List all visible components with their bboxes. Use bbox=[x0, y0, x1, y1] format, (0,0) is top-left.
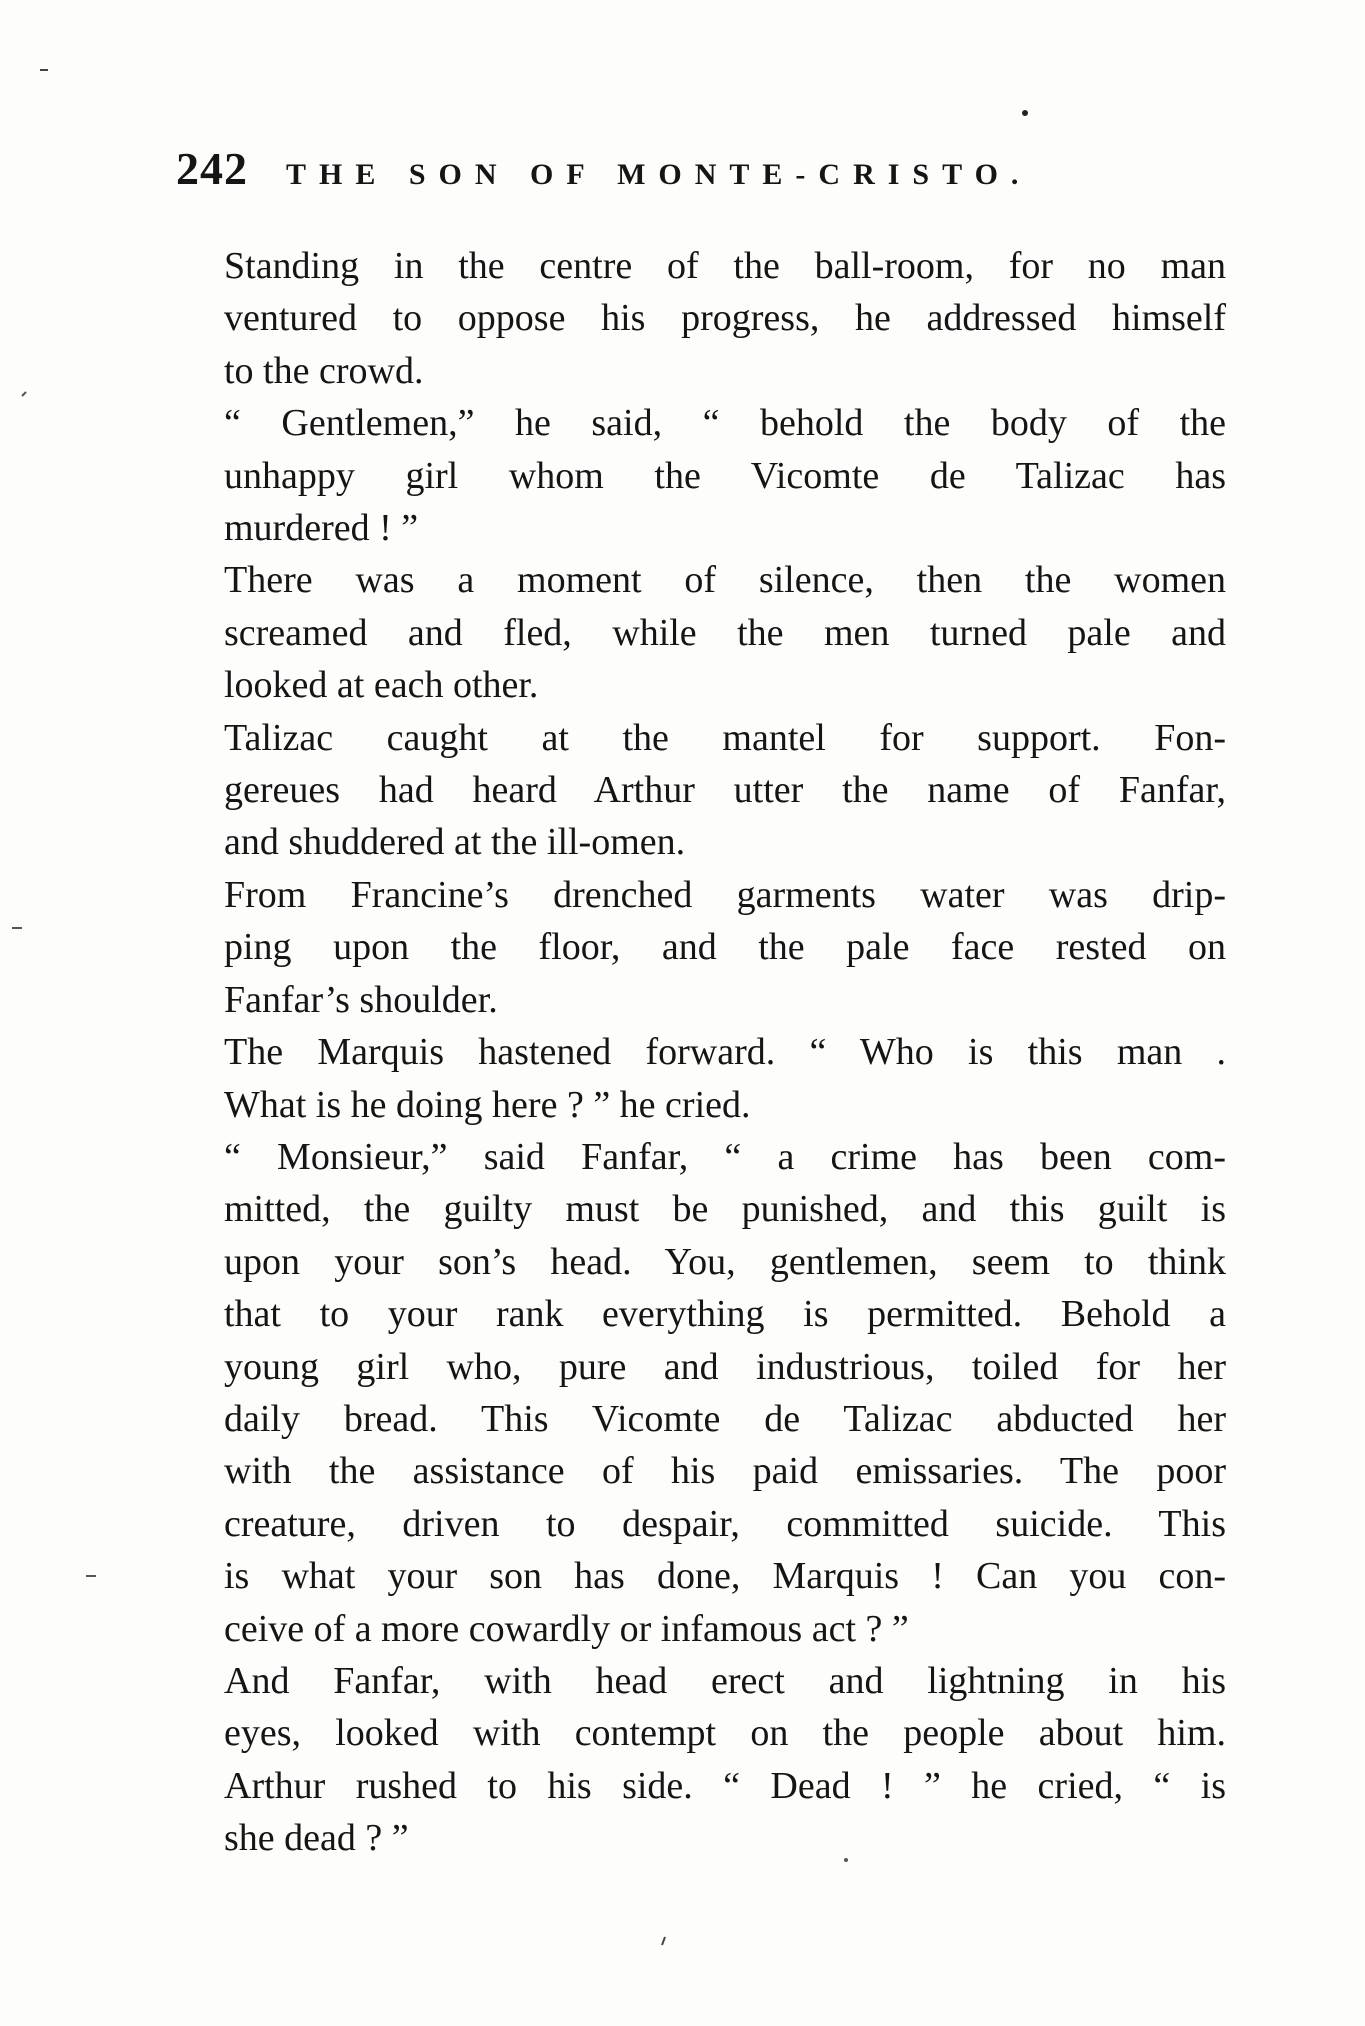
text-line: creature, driven to despair, committed suicide. This bbox=[224, 1502, 1226, 1545]
text-line: ceive of a more cowardly or infamous act ? ” bbox=[224, 1607, 909, 1650]
paragraph bbox=[176, 1655, 1226, 1760]
text-line: upon your son’s head. You, gentlemen, seem to think bbox=[224, 1240, 1226, 1283]
text-line: Standing in the centre of the ball-room, for no man bbox=[224, 245, 1226, 287]
text-line: The Marquis hastened forward. “ Who is this man . bbox=[224, 1031, 1226, 1074]
paragraph bbox=[176, 1760, 1226, 1865]
text-line: “ Monsieur,” said Fanfar, “ a crime has been com- bbox=[224, 1135, 1226, 1178]
paragraph bbox=[176, 712, 1226, 869]
text-line: unhappy girl whom the Vicomte de Talizac has bbox=[224, 454, 1226, 497]
text-line: murdered ! ” bbox=[224, 507, 419, 550]
text-line: ventured to oppose his progress, he addressed himself bbox=[224, 297, 1226, 340]
text-line: and shuddered at the ill-omen. bbox=[224, 821, 686, 864]
text-line: From Francine’s drenched garments water was drip- bbox=[224, 873, 1226, 916]
text-line: “ Gentlemen,” he said, “ behold the body of the bbox=[224, 402, 1226, 445]
text-line: eyes, looked with contempt on the people about him. bbox=[224, 1712, 1226, 1755]
text-line: gereues had heard Arthur utter the name of Fanfar, bbox=[224, 769, 1226, 812]
paragraph bbox=[176, 554, 1226, 711]
paragraph bbox=[176, 397, 1226, 554]
ink-speck bbox=[1022, 110, 1028, 116]
text-line: to the crowd. bbox=[224, 349, 424, 392]
book-title: THE SON OF MONTE-CRISTO. bbox=[286, 158, 1032, 191]
text-line: screamed and fled, while the men turned pale and bbox=[224, 611, 1226, 654]
text-line: Talizac caught at the mantel for support. Fon- bbox=[224, 716, 1226, 759]
body-text bbox=[176, 240, 1226, 1865]
text-line: looked at each other. bbox=[224, 664, 539, 707]
text-line: is what your son has done, Marquis ! Can you con- bbox=[224, 1555, 1226, 1598]
text-line: And Fanfar, with head erect and lightning in his bbox=[224, 1659, 1226, 1702]
text-line: mitted, the guilty must be punished, and this guilt is bbox=[224, 1188, 1226, 1231]
text-line: Fanfar’s shoulder. bbox=[224, 978, 498, 1021]
text-line: What is he doing here ? ” he cried. bbox=[224, 1083, 751, 1126]
ink-speck bbox=[662, 1937, 665, 1945]
paragraph bbox=[176, 1026, 1226, 1131]
paragraph bbox=[176, 240, 1226, 397]
text-line: she dead ? ” bbox=[224, 1817, 409, 1860]
text-line: young girl who, pure and industrious, toiled for her bbox=[224, 1345, 1226, 1388]
paragraph bbox=[176, 869, 1226, 1026]
ink-speck bbox=[22, 392, 26, 396]
page-number: 242 bbox=[176, 143, 248, 194]
text-line: ping upon the floor, and the pale face rested on bbox=[224, 926, 1226, 969]
text-line: There was a moment of silence, then the women bbox=[224, 559, 1226, 602]
text-line: daily bread. This Vicomte de Talizac abducted her bbox=[224, 1397, 1226, 1440]
running-head bbox=[176, 142, 1236, 202]
text-line: with the assistance of his paid emissaries. The poor bbox=[224, 1450, 1226, 1493]
text-line: that to your rank everything is permitted. Behold a bbox=[224, 1293, 1226, 1336]
paragraph bbox=[176, 1131, 1226, 1655]
text-line: Arthur rushed to his side. “ Dead ! ” he cried, “ is bbox=[224, 1764, 1226, 1807]
